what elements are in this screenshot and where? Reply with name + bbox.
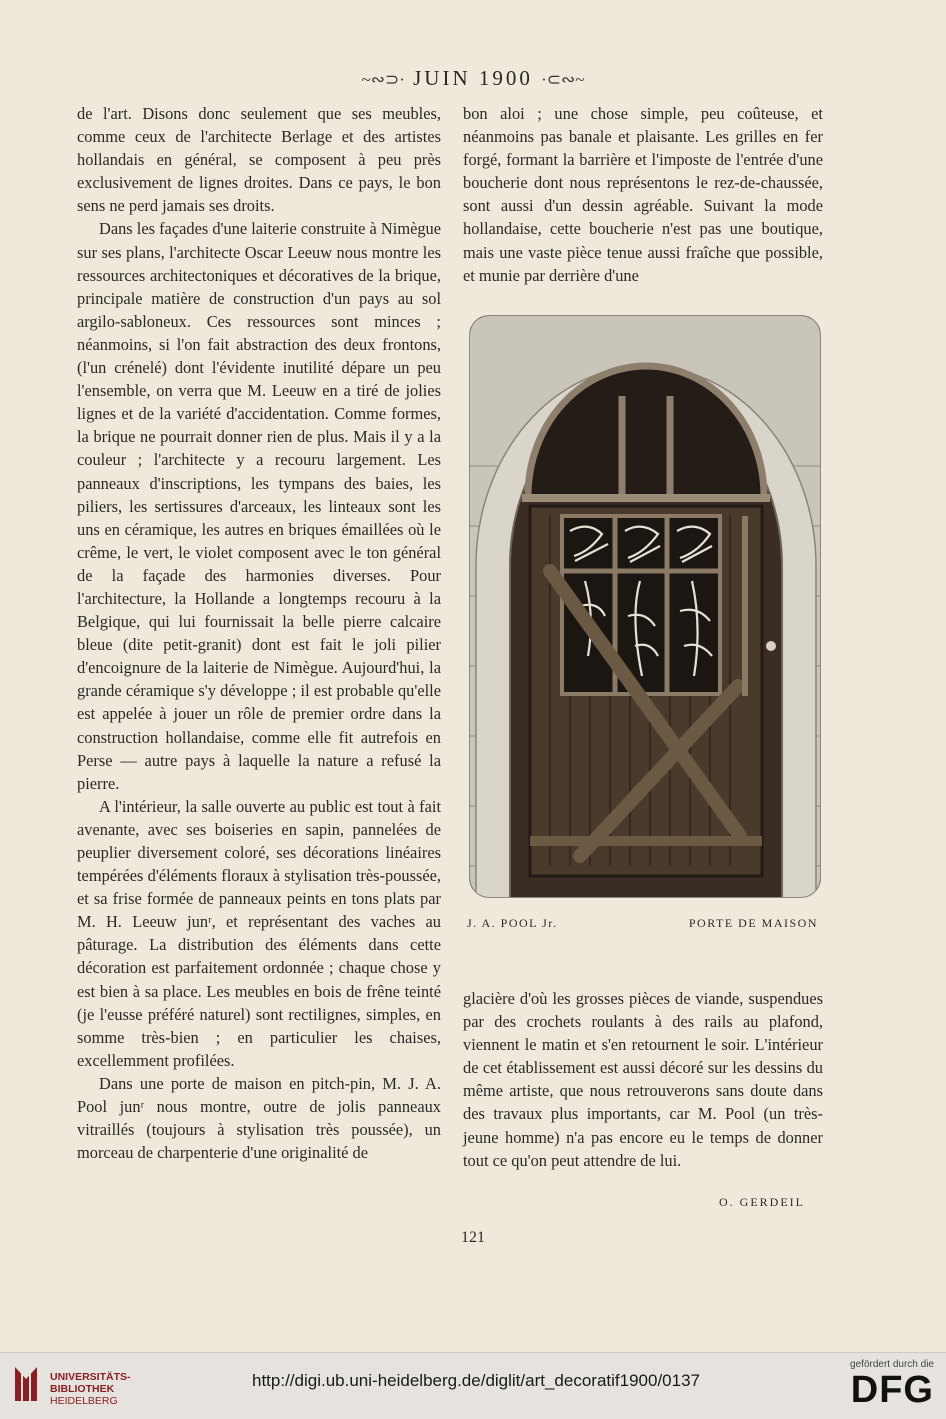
figure-caption-title: PORTE DE MAISON bbox=[688, 916, 818, 930]
paragraph: bon aloi ; une chose simple, peu coûteuse, et néanmoins pas banale et plaisante. Les grilles en fer forgé, formant la barrière et l'imposte de l'entrée d'une boucherie dont nous représentons le rez-de-chaussée, sont aussi d'un dessin agréable. Suivant la mode hollandaise, cette boucherie n'est pas une boutique, mais une vaste pièce tenue aussi fraîche que possible, et munie par derrière d'une bbox=[463, 104, 823, 285]
door-illustration bbox=[470, 316, 821, 898]
heidelberg-logo-icon bbox=[12, 1363, 42, 1405]
permalink-url[interactable]: http://digi.ub.uni-heidelberg.de/diglit/art_decoratif1900/0137 bbox=[252, 1371, 700, 1390]
digitization-footer bbox=[0, 1352, 946, 1419]
paragraph: de l'art. Disons donc seulement que ses meubles, comme ceux de l'architecte Berlage et des artistes hollandais en général, se composent à peu près exclusivement de lignes droites. Dans ce pays, le bon sens ne perd jamais ses droits. bbox=[77, 104, 441, 216]
door-photograph bbox=[469, 315, 821, 898]
paragraph: Dans les façades d'une laiterie construite à Nimègue sur ses plans, l'architecte Oscar Leeuw nous montre les ressources architectoniques et décoratives de la brique, principale matière de construction d'un pays au sol argilo-sabloneux. Ces ressources sont minces ; néanmoins, si l'on fait abstraction des deux frontons, (l'un crénelé) dont l'évidente inutilité dépare un peu l'ensemble, on verra que M. Leeuw en a tiré de jolies lignes et de la variété d'accidentation. Comme formes, la brique ne pourrait donner rien de plus. Mais il y a la couleur ; l'architecte y a recouru largement. Les panneaux d'inscriptions, les tympans des baies, les piliers, les sertissures d'arceaux, les linteaux sont les uns en céramique, les autres en briques émaillées où le crême, le vert, le violet composent avec le ton général de la façade des harmonies diverses. Pour l'architecture, la Hollande a longtemps recouru à la Belgique, qui lui fournissait la belle pierre calcaire bleue (dite petit-granit) dont est fait le joli pilier d'encoignure de la laiterie de Nimègue. Aujourd'hui, la grande céramique s'y développe ; il est probable qu'elle est appelée à jouer un rôle de premier ordre dans la construction hollandaise, comme elle fit autrefois en Perse — autre pays à laquelle la nature a refusé la pierre. bbox=[77, 219, 442, 793]
paragraph: A l'intérieur, la salle ouverte au public est tout à fait avenante, avec ses boiseries en sapin, pannelées de peuplier diversement coloré, ses décorations linéaires tempérées d'éléments floraux à stylisation très-poussée, et sa frise formée de panneaux peints en tons plats par M. H. Leeuw junʳ, et représentant des vaches au pâturage. La distribution des éléments dans cette décoration est parfaitement ordonnée ; chaque chose y est bien à sa place. Les meubles en bois de frêne teinté (je l'eusse préféré naturel) sont rectilignes, simples, en somme très-bien ; en particulier les chaises, excellemment profilées. bbox=[77, 796, 441, 1070]
funded-by-label: gefördert durch die bbox=[850, 1359, 934, 1370]
institution-line: UNIVERSITÄTS- bbox=[50, 1371, 131, 1383]
paragraph: Dans une porte de maison en pitch-pin, M. J. A. Pool junʳ nous montre, outre de jolis panneaux vitraillés (toujours à stylisation très poussée), un morceau de charpenterie d'une originalité de bbox=[77, 1073, 441, 1163]
right-column-bottom bbox=[463, 987, 823, 1172]
running-header bbox=[0, 66, 946, 91]
institution-line: HEIDELBERG bbox=[50, 1395, 118, 1407]
left-column bbox=[77, 102, 441, 1164]
ornament-right: ·⊂∾~ bbox=[541, 70, 585, 89]
university-library-name bbox=[50, 1371, 131, 1407]
author-signature: O. GERDEIL bbox=[719, 1195, 805, 1209]
dfg-wordmark: DFG bbox=[850, 1369, 934, 1411]
paragraph: glacière d'où les grosses pièces de viande, suspendues par des crochets roulants à des rails au plafond, viennent le matin et s'en retournent le soir. L'intérieur de cet établissement est aussi décoré sur les dessins du même artiste, que nous retrouverons sans doute dans des travaux plus importants, car M. Pool (un très-jeune homme) n'a pas encore eu le temps de donner tout ce qu'on peut attendre de lui. bbox=[463, 989, 823, 1170]
figure-caption-author: J. A. POOL Jr. bbox=[467, 916, 558, 930]
dfg-logo[interactable] bbox=[850, 1359, 934, 1410]
institution-line: BIBLIOTHEK bbox=[50, 1383, 115, 1395]
header-title: JUIN 1900 bbox=[413, 66, 533, 90]
right-column-top bbox=[463, 102, 823, 287]
university-library-logo[interactable] bbox=[12, 1363, 131, 1407]
page-number: 121 bbox=[461, 1229, 485, 1246]
ornament-left: ~∾⊃· bbox=[361, 70, 405, 89]
